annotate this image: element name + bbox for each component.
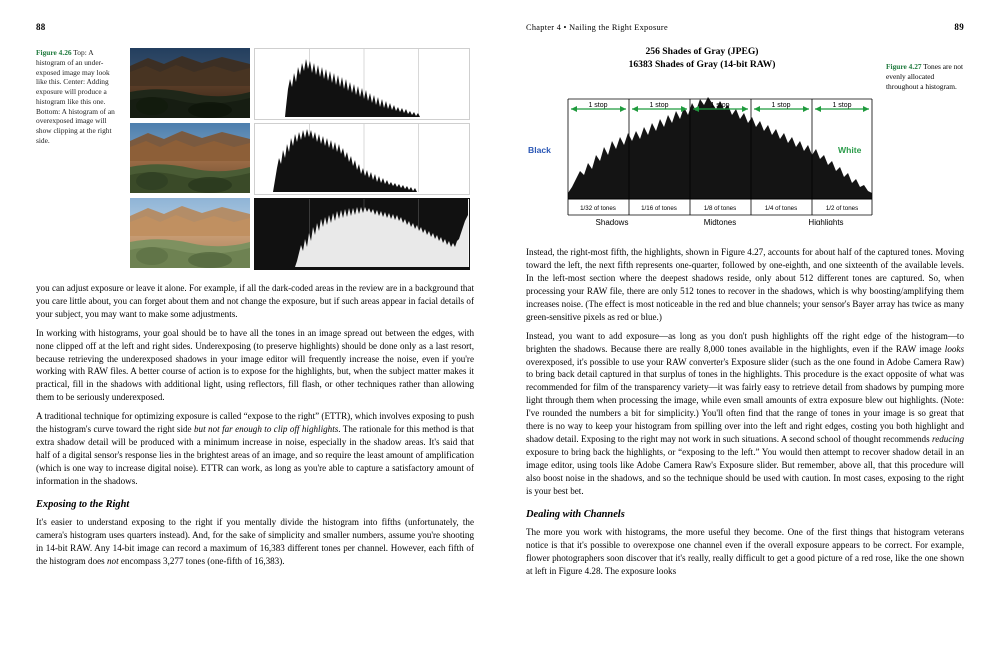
svg-text:Midtones: Midtones bbox=[703, 218, 737, 226]
svg-text:1/32 of tones: 1/32 of tones bbox=[580, 205, 616, 213]
ettr-text-a: A traditional technique for optimizing exposure is called “expose to the right” (ETTR), which involves exposing to push the histogram's curve toward the right side bbox=[36, 411, 474, 435]
right-body-text bbox=[526, 246, 964, 578]
svg-text:1/4 of tones: 1/4 of tones bbox=[764, 205, 798, 213]
subhead-exposing-to-the-right: Exposing to the Right bbox=[36, 498, 130, 510]
figure-4-27 bbox=[526, 46, 964, 230]
figure-4-26-label: Figure 4.26 bbox=[36, 48, 72, 57]
figure-4-27-graphic bbox=[526, 46, 878, 230]
figure-4-27-title bbox=[526, 46, 878, 71]
svg-text:1/2 of tones: 1/2 of tones bbox=[825, 205, 859, 213]
ettr-text-c: . The rationale for this method is that extra shadow detail will be produced with a minimum increase in noise, especially in the shadow areas. It's said that half of a digital sensor's response lies in the brightest areas of an image, and so require the least amount of amplification (which is one way to increase digital noise). ETTR can work, as long as you're able to capture a satisfactory amount of information in the shadows. bbox=[36, 424, 474, 486]
photo-canyon-overexposed bbox=[130, 198, 250, 268]
figure-4-26-images bbox=[130, 48, 470, 268]
paragraph-2: In working with histograms, your goal should be to have all the tones in an image spread out between the edges, with none clipped off at the left and right sides. Underexposing (to preserve highlights) should be done only as a last resort, because retrieving the underexposed shadows in your image editor will frequently increase the noise, even if you're working with RAW files. A better course of action is to expose for the highlights, but, when the subject matter makes it practical, fill in the shadows with additional light, using reflectors, fill flash, or other techniques rather than allowing them to be seriously underexposed. bbox=[36, 327, 474, 403]
add-exposure-italic-reducing: reducing bbox=[932, 434, 964, 444]
svg-text:1/8 of tones: 1/8 of tones bbox=[703, 205, 737, 213]
histogram-corrected bbox=[254, 123, 470, 195]
running-head: Chapter 4 • Nailing the Right Exposure bbox=[526, 23, 668, 32]
svg-text:1 stop: 1 stop bbox=[832, 102, 852, 110]
figure-4-27-label: Figure 4.27 bbox=[886, 62, 922, 71]
svg-text:Black: Black bbox=[528, 145, 551, 156]
paragraph-add-exposure bbox=[526, 330, 964, 498]
svg-text:Highlights: Highlights bbox=[808, 218, 844, 226]
paragraph-instead-highlights: Instead, the right-most fifth, the highlights, shown in Figure 4.27, accounts for about half of the captured tones. Moving toward the left, the next fifth represents one-quarter, followed by one-eighth, and one sixteenth of the available levels. In the left-most section where the deepest shadows reside, only about 512 different tones are captured. So, when processing your RAW file, there are only 512 tones to recover in the shadows, which is why boosting/amplifying them increases noise. (The effect is most noticeable in the red and blue channels; your sensor's Bayer array has twice as many green-sensitive pixels as red or blue.) bbox=[526, 247, 964, 322]
subhead-dealing-with-channels: Dealing with Channels bbox=[526, 508, 625, 520]
histogram-underexposed bbox=[254, 48, 470, 120]
left-folio-row bbox=[36, 22, 474, 36]
svg-text:1 stop: 1 stop bbox=[710, 102, 730, 110]
svg-text:White: White bbox=[838, 145, 862, 156]
photo-canyon-underexposed bbox=[130, 48, 250, 118]
figure-4-27-caption bbox=[886, 46, 964, 230]
add-exposure-italic-looks: looks bbox=[944, 343, 964, 354]
figure-row-corrected bbox=[130, 123, 470, 193]
paragraph-closing-left bbox=[36, 516, 474, 568]
figure-4-26-caption bbox=[36, 48, 122, 268]
svg-text:Shadows: Shadows bbox=[595, 218, 629, 226]
closing-text-italic: not bbox=[106, 556, 119, 567]
ettr-text-italic: but not far enough to clip off highlights bbox=[194, 424, 339, 435]
svg-text:1 stop: 1 stop bbox=[649, 102, 669, 110]
photo-canyon-corrected bbox=[130, 123, 250, 193]
figure-4-27-caption-text: Tones are not evenly allocated throughout a histogram. bbox=[886, 62, 964, 91]
svg-text:1 stop: 1 stop bbox=[771, 102, 791, 110]
figure-row-overexposed bbox=[130, 198, 470, 268]
page-number-left: 88 bbox=[36, 22, 46, 32]
right-page bbox=[500, 0, 1000, 652]
figure-4-26-caption-text: Top: A histogram of an under-exposed image may look like this. Center: Adding exposure will produce a histogram like this one. Bottom: A histogram of an overexposed image will show clipping at the right side. bbox=[36, 48, 115, 145]
paragraph-ettr bbox=[36, 410, 474, 487]
page-number-right: 89 bbox=[954, 22, 964, 32]
svg-text:1/16 of tones: 1/16 of tones bbox=[641, 205, 677, 213]
figure-4-26 bbox=[36, 48, 474, 268]
add-exposure-e: exposure to bring back the highlights, or “exposing to the left.” You would then attempt to recover shadow detail in an image editor, using tools like Adobe Camera Raw's Exposure slider. But remember, above all, that this procedure will also boost noise in the shadows, and so the technique should be used with caution. In most cases, exposing to the right is your best bet. bbox=[526, 446, 964, 496]
svg-text:1 stop: 1 stop bbox=[588, 102, 608, 110]
closing-text-c: encompass 3,277 tones (one-fifth of 16,383). bbox=[118, 556, 285, 567]
left-body-text bbox=[36, 282, 474, 568]
tone-distribution-histogram bbox=[526, 75, 878, 225]
figure-row-underexposed bbox=[130, 48, 470, 118]
add-exposure-a: Instead, you want to add exposure—as long as you don't push highlights off the right edge of the histogram—to brighten the shadows. Because there are really 8,000 tones available in the highlights, even if the RAW image bbox=[526, 330, 964, 354]
paragraph-1: you can adjust exposure or leave it alone. For example, if all the dark-coded areas in the review are in a background that you care little about, you can forget about them and not change the exposure, but if such areas appear in facial details of your subject, you may want to make some adjustments. bbox=[36, 283, 474, 319]
figure-4-27-title-line1: 256 Shades of Gray (JPEG) bbox=[645, 46, 759, 57]
closing-text-a: It's easier to understand exposing to the right if you mentally divide the histogram into fifths (unfortunately, the camera's histogram uses quarters instead). And, for the sake of simplicity and smaller numbers, assume you're shooting in 14-bit RAW. Any 14-bit image can record a maximum of 16,383 different tones per channel. However, each fifth of the histogram does bbox=[36, 517, 474, 567]
figure-4-27-title-line2: 16383 Shades of Gray (14-bit RAW) bbox=[628, 58, 776, 70]
histogram-overexposed bbox=[254, 198, 470, 270]
right-folio-row bbox=[526, 22, 964, 36]
add-exposure-c: overexposed, it's possible to use your RAW converter's Exposure slider (such as the one found in Adobe Camera Raw) to bring back detail captured in that surplus of tones in the highlights. This procedure is the exact opposite of what was recommended for film of the transparency variety—it was fairly easy to retrieve detail from shadows by pumping more light through them when processing the image, while even small amounts of extra exposure blew out highlights. (Note: I've rounded the numbers a bit for simplicity.) You'll often find that the range of tones in your image is so great that there is no way to keep your histogram from spilling over into the left and right edges, costing you both highlight and shadow detail. Exposing to the right may not work in such situations. A second school of thought recommends bbox=[526, 356, 964, 444]
paragraph-closing-right: The more you work with histograms, the more useful they become. One of the first things that histogram veterans notice is that it's possible to overexpose one channel even if the overall exposure appears to be correct. For example, flower photographers soon discover that it's really, really difficult to get a good picture of a red rose, like the one shown at left in Figure 4.28. The exposure looks bbox=[526, 527, 964, 577]
